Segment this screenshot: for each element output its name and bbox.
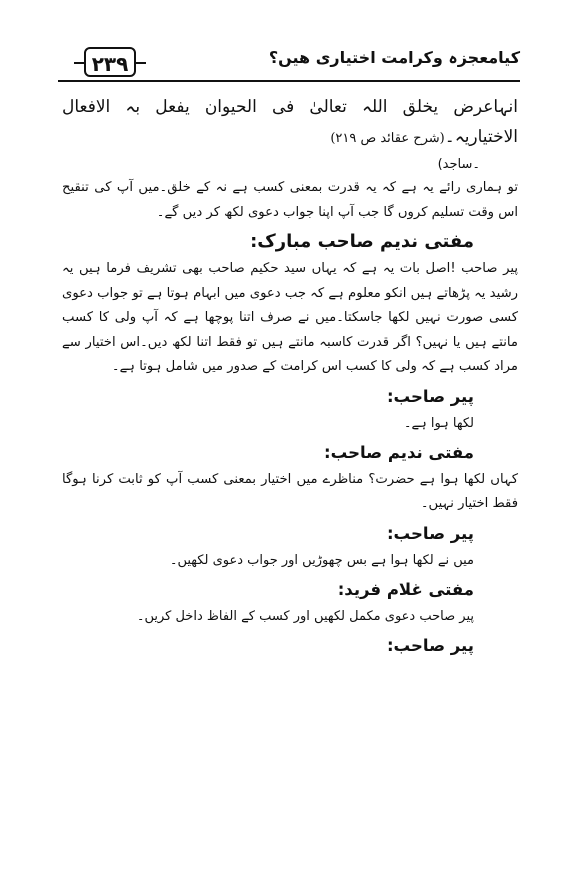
- paragraph-1: تو ہماری رائے یہ ہے کہ یہ قدرت بمعنی کسب ہے نہ کے خلق۔میں آپ کی تنقیح اس وقت تسلیم کروں گا جب آپ اپنا جواب دعوی لکھ کر دیں گے۔: [62, 180, 518, 220]
- page-body: [62, 92, 518, 661]
- arabic-quote-text: انہاعرض یخلق اللہ تعالیٰ فی الحیوان یفعل بہ الافعال الاختیاریہ۔: [62, 97, 518, 147]
- speaker-heading-4: پیر صاحب:: [386, 523, 474, 543]
- paragraph-3: کہاں لکھا ہوا ہے حضرت؟ مناظرے میں اختیار بمعنی کسب آپ کو ثابت کرنا ہوگا فقط اختیار نہیں۔: [62, 471, 518, 511]
- reply-2: لکھا ہوا ہے۔: [403, 415, 474, 431]
- page-number: ۲۳۹: [84, 47, 136, 77]
- speaker-heading-5: مفتی غلام فرید:: [337, 579, 474, 599]
- quote-signoff: ۔ساجد): [437, 157, 480, 172]
- reply-4: میں نے لکھا ہوا ہے بس چھوڑیں اور جواب دعوی لکھیں۔: [169, 552, 474, 568]
- speaker-heading-6: پیر صاحب:: [386, 635, 474, 655]
- reply-5: پیر صاحب دعوی مکمل لکھیں اور کسب کے الفاظ داخل کریں۔: [136, 608, 474, 624]
- speaker-heading-2: پیر صاحب:: [386, 386, 474, 406]
- header-divider: [58, 80, 520, 82]
- speaker-heading-1: مفتی ندیم صاحب مبارک:: [250, 231, 474, 252]
- paragraph-2: پیر صاحب !اصل بات یہ ہے کہ یہاں سید حکیم صاحب بھی تشریف فرما ہیں یہ رشید یہ پڑھاتے ہیں انکو معلوم ہے کہ جب دعوی میں ابہام ہوتا ہے تو جواب دعوی کسی صورت نہیں لکھا جاسکتا۔میں نے صرف اتنا پوچھا ہے کہ آپ ولی کا کسب مانتے ہیں یا نہیں؟ اگر قدرت کاسبہ مانتے ہیں تو فقط اتنا لکھ دیں۔اس اختیار سے مراد کسب ہے کہ ولی کا کسب اس کرامت کے صدور میں شامل ہوتا ہے۔: [62, 261, 518, 374]
- running-title: کیامعجزہ وکرامت اختیاری ھیں؟: [268, 48, 520, 67]
- speaker-heading-3: مفتی ندیم صاحب:: [324, 442, 474, 462]
- arabic-quote: [62, 92, 518, 154]
- page-header: [58, 42, 520, 82]
- reference-citation: (شرح عقائد ص ۲۱۹): [330, 131, 445, 146]
